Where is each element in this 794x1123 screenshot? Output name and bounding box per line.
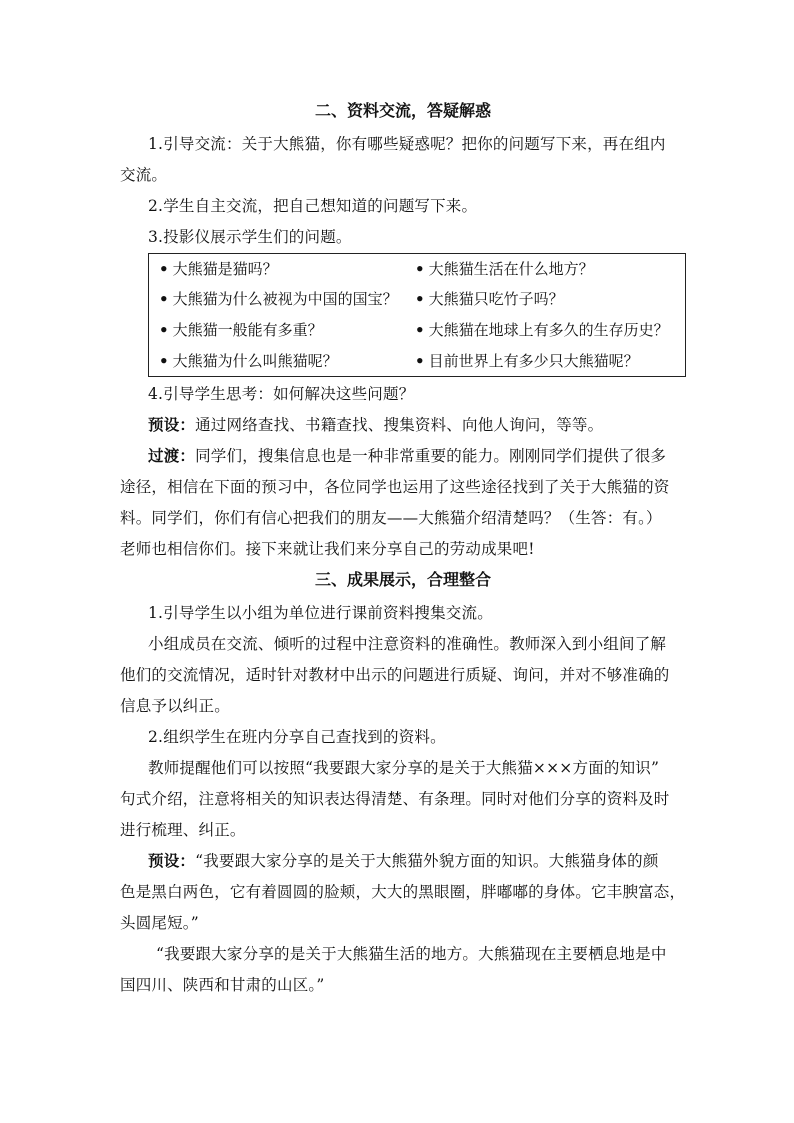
s2-item3: 3.投影仪展示学生们的问题。 xyxy=(148,228,352,246)
question-item: • 大熊猫生活在什么地方？ xyxy=(415,260,594,278)
bullet-icon: • xyxy=(415,321,425,339)
question-item: • 目前世界上有多少只大熊猫呢？ xyxy=(415,352,639,370)
s3-para1-line2: 他们的交流情况，适时针对教材中出示的问题进行质疑、询问，并对不够准确的 xyxy=(120,666,670,684)
bullet-icon: • xyxy=(159,260,169,278)
question-item: • 大熊猫只吃竹子吗？ xyxy=(415,290,564,308)
s3-para2-line1: 教师提醒他们可以按照“我要跟大家分享的是关于大熊猫×××方面的知识” xyxy=(148,759,660,777)
s2-item1-line2: 交流。 xyxy=(120,166,168,184)
s2-item4: 4.引导学生思考：如何解决这些问题？ xyxy=(148,385,415,403)
question-box xyxy=(148,253,686,377)
s3-preset1-line1: 预设：“我要跟大家分享的是关于大熊猫外貌方面的知识。大熊猫身体的颜 xyxy=(148,851,659,870)
s2-transition-line4: 老师也相信你们。接下来就让我们来分享自己的劳动成果吧! xyxy=(120,540,535,558)
transition-label: 过渡： xyxy=(148,446,196,465)
s2-transition-line1: 过渡：同学们，搜集信息也是一种非常重要的能力。刚刚同学们提供了很多 xyxy=(148,446,667,465)
preset-label: 预设： xyxy=(148,415,196,434)
section-3-title: 三、成果展示，合理整合 xyxy=(314,570,491,589)
s3-preset1-line2: 色是黑白两色，它有着圆圆的脸颊，大大的黑眼圈，胖嘟嘟的身体。它丰腴富态， xyxy=(120,883,686,901)
question-item: • 大熊猫是猫吗？ xyxy=(159,260,278,278)
s2-transition-line2: 途径，相信在下面的预习中，各位同学也运用了这些途径找到了关于大熊猫的资 xyxy=(120,478,670,496)
s3-preset2-line1: “我要跟大家分享的是关于大熊猫生活的地方。大熊猫现在主要栖息地是中 xyxy=(156,945,667,963)
question-item: • 大熊猫在地球上有多久的生存历史？ xyxy=(415,321,669,339)
question-item: • 大熊猫为什么被视为中国的国宝？ xyxy=(159,290,398,308)
bullet-icon: • xyxy=(415,290,425,308)
s3-item1: 1.引导学生以小组为单位进行课前资料搜集交流。 xyxy=(148,604,493,622)
section-2-title: 二、资料交流，答疑解惑 xyxy=(314,101,491,120)
s2-item1-line1: 1.引导交流：关于大熊猫，你有哪些疑惑呢？把你的问题写下来，再在组内 xyxy=(148,135,666,153)
s2-transition-line3: 料。同学们，你们有信心把我们的朋友——大熊猫介绍清楚吗？（生答：有。） xyxy=(120,509,662,527)
s3-para2-line3: 进行梳理、纠正。 xyxy=(120,821,246,839)
preset-label: 预设： xyxy=(148,851,196,870)
s3-preset2-line2: 国四川、陕西和甘肃的山区。” xyxy=(120,976,325,994)
s3-para2-line2: 句式介绍，注意将相关的知识表达得清楚、有条理。同时对他们分享的资料及时 xyxy=(120,790,670,808)
s3-preset1-line3: 头圆尾短。” xyxy=(120,914,199,932)
bullet-icon: • xyxy=(159,290,169,308)
bullet-icon: • xyxy=(159,321,169,339)
s2-preset: 预设：通过网络查找、书籍查找、搜集资料、向他人询问，等等。 xyxy=(148,415,604,434)
question-item: • 大熊猫为什么叫熊猫呢？ xyxy=(159,352,338,370)
bullet-icon: • xyxy=(159,352,169,370)
s3-item2: 2.组织学生在班内分享自己查找到的资料。 xyxy=(148,728,446,746)
s3-para1-line1: 小组成员在交流、倾听的过程中注意资料的准确性。教师深入到小组间了解 xyxy=(148,635,667,653)
s3-para1-line3: 信息予以纠正。 xyxy=(120,697,230,715)
question-item: • 大熊猫一般能有多重？ xyxy=(159,321,323,339)
s2-item2: 2.学生自主交流，把自己想知道的问题写下来。 xyxy=(148,197,478,215)
bullet-icon: • xyxy=(415,260,425,278)
bullet-icon: • xyxy=(415,352,425,370)
